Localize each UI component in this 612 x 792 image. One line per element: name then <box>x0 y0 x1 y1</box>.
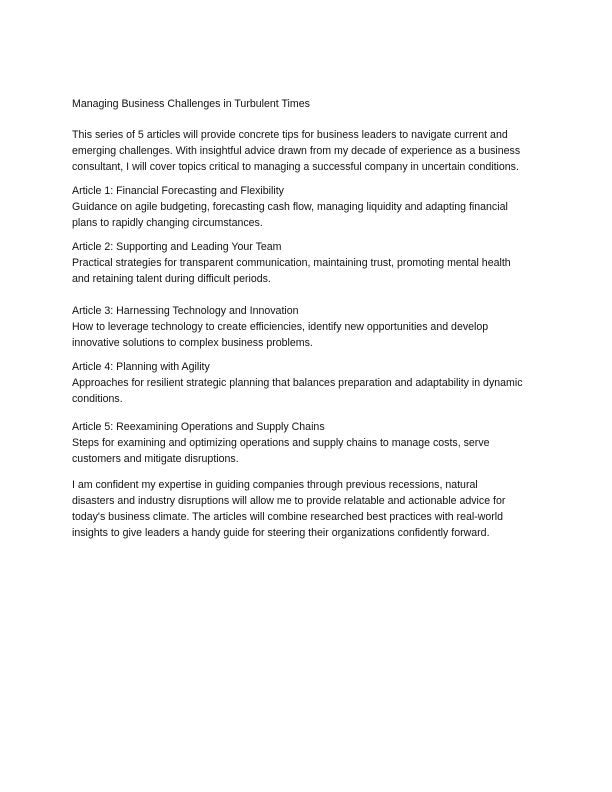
article-3-section <box>72 303 552 351</box>
text-line: disasters and industry disruptions will allow me to provide relatable and actionable advice for <box>72 495 506 507</box>
closing-paragraph <box>72 477 552 541</box>
text-line: This series of 5 articles will provide concrete tips for business leaders to navigate current and <box>72 129 508 141</box>
article-heading: Article 4: Planning with Agility <box>72 361 210 373</box>
text-line: Guidance on agile budgeting, forecasting cash flow, managing liquidity and adapting financial <box>72 201 508 213</box>
text-line: Approaches for resilient strategic planning that balances preparation and adaptability in dynamic <box>72 377 523 389</box>
article-4-section <box>72 359 552 407</box>
text-line: Steps for examining and optimizing operations and supply chains to manage costs, serve <box>72 437 490 449</box>
article-2-section <box>72 239 552 287</box>
text-line: plans to rapidly changing circumstances. <box>72 217 263 229</box>
text-line: How to leverage technology to create efficiencies, identify new opportunities and develop <box>72 321 489 333</box>
text-line: Practical strategies for transparent communication, maintaining trust, promoting mental health <box>72 257 511 269</box>
article-heading: Article 1: Financial Forecasting and Flexibility <box>72 185 284 197</box>
article-5-section <box>72 419 552 467</box>
document-title <box>72 96 552 112</box>
text-line: emerging challenges. With insightful advice drawn from my decade of experience as a business <box>72 145 521 157</box>
title-text: Managing Business Challenges in Turbulent Times <box>72 98 310 110</box>
text-line: and retaining talent during difficult periods. <box>72 273 271 285</box>
text-line: conditions. <box>72 393 123 405</box>
text-line: I am confident my expertise in guiding companies through previous recessions, natural <box>72 479 478 491</box>
intro-paragraph <box>72 127 552 175</box>
text-line: today's business climate. The articles will combine researched best practices with real-world <box>72 511 504 523</box>
article-heading: Article 5: Reexamining Operations and Supply Chains <box>72 421 325 433</box>
article-heading: Article 3: Harnessing Technology and Innovation <box>72 305 299 317</box>
text-line: insights to give leaders a handy guide for steering their organizations confidently forward. <box>72 527 490 539</box>
text-line: customers and mitigate disruptions. <box>72 453 239 465</box>
text-line: innovative solutions to complex business problems. <box>72 337 313 349</box>
article-1-section <box>72 183 552 231</box>
article-heading: Article 2: Supporting and Leading Your Team <box>72 241 282 253</box>
text-line: consultant, I will cover topics critical to managing a successful company in uncertain conditions. <box>72 161 519 173</box>
